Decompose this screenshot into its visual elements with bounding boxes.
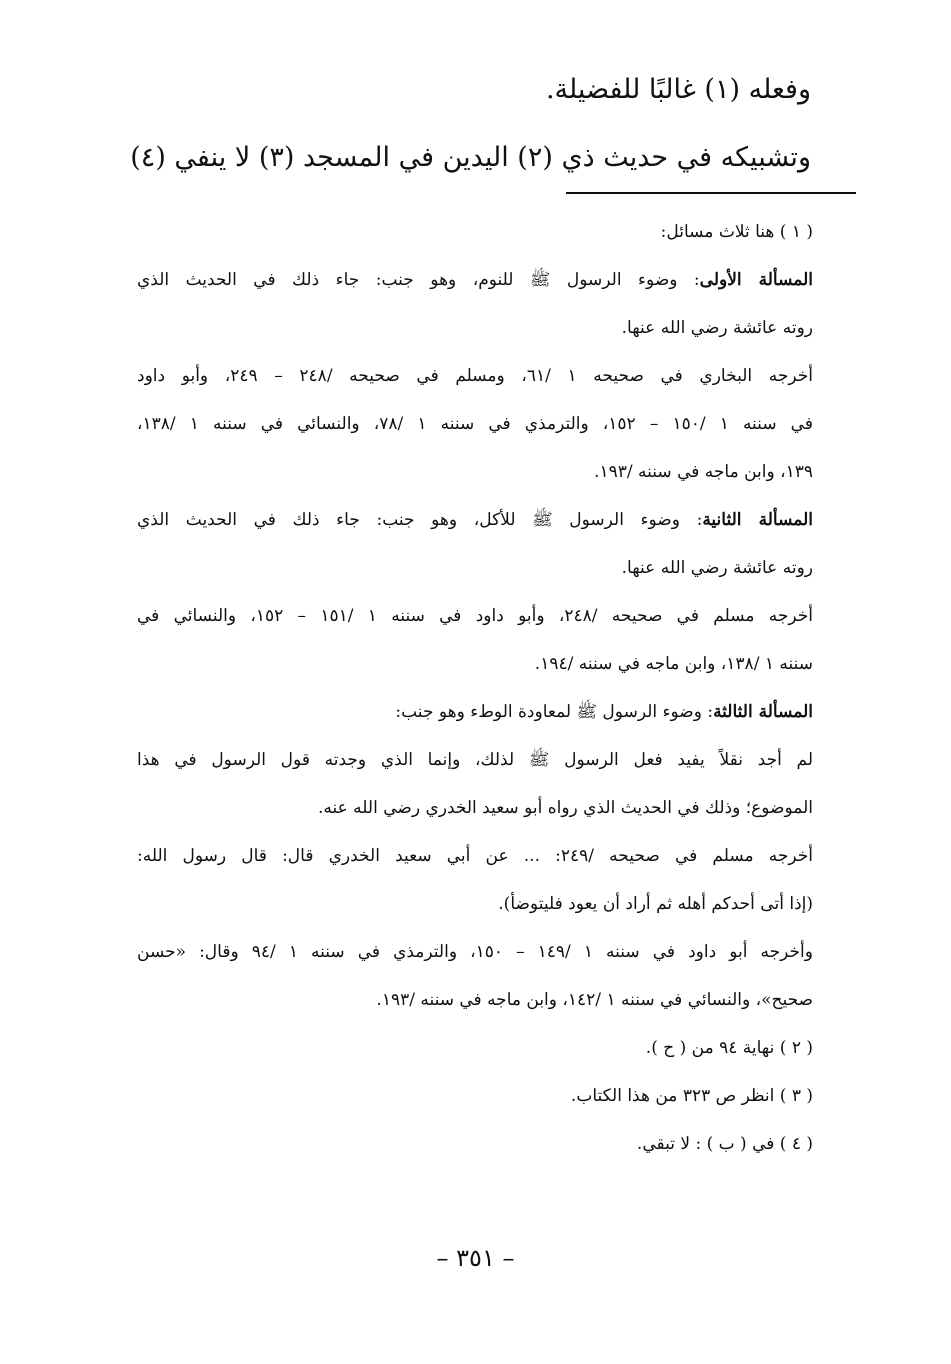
footnote-3: ( ٣ ) انظر ص ٣٢٣ من هذا الكتاب.: [570, 1086, 813, 1106]
issue-2-line: [137, 496, 813, 544]
issue-3-text-c: الموضوع؛ وذلك في الحديث الذي رواه أبو سعيد الخدري رضي الله عنه.: [317, 798, 813, 818]
issue-3-text: : وضوء الرسول ﷺ لمعاودة الوطء وهو جنب:: [395, 702, 714, 722]
issue-2-reference-a: أخرجه مسلم في صحيحه /٢٤٨، وأبو داود في سننه ١ /١٥١ – ١٥٢، والنسائي في: [137, 606, 813, 626]
issue-3-reference-a: أخرجه مسلم في صحيحه /٢٤٩: ... عن أبي سعيد الخدري قال: قال رسول الله:: [137, 846, 813, 866]
issue-1-text: : وضوء الرسول ﷺ للنوم، وهو جنب: جاء ذلك في الحديث الذي: [137, 270, 700, 290]
main-text-line-1: وفعله (١) غالبًا للفضيلة.: [545, 74, 811, 105]
page-number: – ٣٥١ –: [436, 1244, 515, 1272]
issue-1-reference-c: ١٣٩، وابن ماجه في سننه /١٩٣.: [594, 462, 813, 482]
issue-3-reference-c: وأخرجه أبو داود في سننه ١ /١٤٩ – ١٥٠، والترمذي في سننه ١ /٩٤ وقال: «حسن: [137, 942, 813, 962]
issue-1-title: المسألة الأولى: [699, 270, 814, 290]
issue-1-reference-b: في سننه ١ /١٥٠ – ١٥٢، والترمذي في سننه ١ /٧٨، والنسائي في سننه ١ /١٣٨،: [137, 414, 813, 434]
main-text-line-2: وتشبيكه في حديث ذي (٢) اليدين في المسجد (٣) لا ينفي (٤): [130, 142, 811, 173]
footnote-separator: [566, 192, 856, 194]
issue-2-text: : وضوء الرسول ﷺ للأكل، وهو جنب: جاء ذلك في الحديث الذي: [137, 510, 703, 530]
issue-1-line: [137, 256, 813, 304]
issue-2-title: المسألة الثانية: [702, 510, 813, 530]
issue-3-title: المسألة الثالثة: [713, 702, 813, 722]
footnote-2: ( ٢ ) نهاية ٩٤ من ( ح ).: [645, 1038, 813, 1058]
footnotes-section: [137, 208, 813, 1168]
footnote-4: ( ٤ ) في ( ب ) : لا تبقي.: [636, 1134, 813, 1154]
issue-2-reference-b: سننه ١ /١٣٨، وابن ماجه في سننه /١٩٤.: [534, 654, 813, 674]
issue-3-text-b: لم أجد نقلاً يفيد فعل الرسول ﷺ لذلك، وإنما الذي وجدته قول الرسول في هذا: [137, 750, 813, 770]
issue-3-reference-d: صحيح»، والنسائي في سننه ١ /١٤٢، وابن ماجه في سننه /١٩٣.: [376, 990, 813, 1010]
issue-3-line: [137, 688, 813, 736]
issue-2-text-cont: روته عائشة رضي الله عنها.: [621, 558, 813, 578]
issue-1-text-cont: روته عائشة رضي الله عنها.: [621, 318, 813, 338]
issue-1-reference-a: أخرجه البخاري في صحيحه ١ /٦١، ومسلم في صحيحه /٢٤٨ – ٢٤٩، وأبو داود: [137, 366, 813, 386]
footnote-1-intro: ( ١ ) هنا ثلاث مسائل:: [660, 222, 813, 242]
issue-3-reference-b: (إذا أتى أحدكم أهله ثم أراد أن يعود فليتوضأ).: [498, 894, 813, 914]
